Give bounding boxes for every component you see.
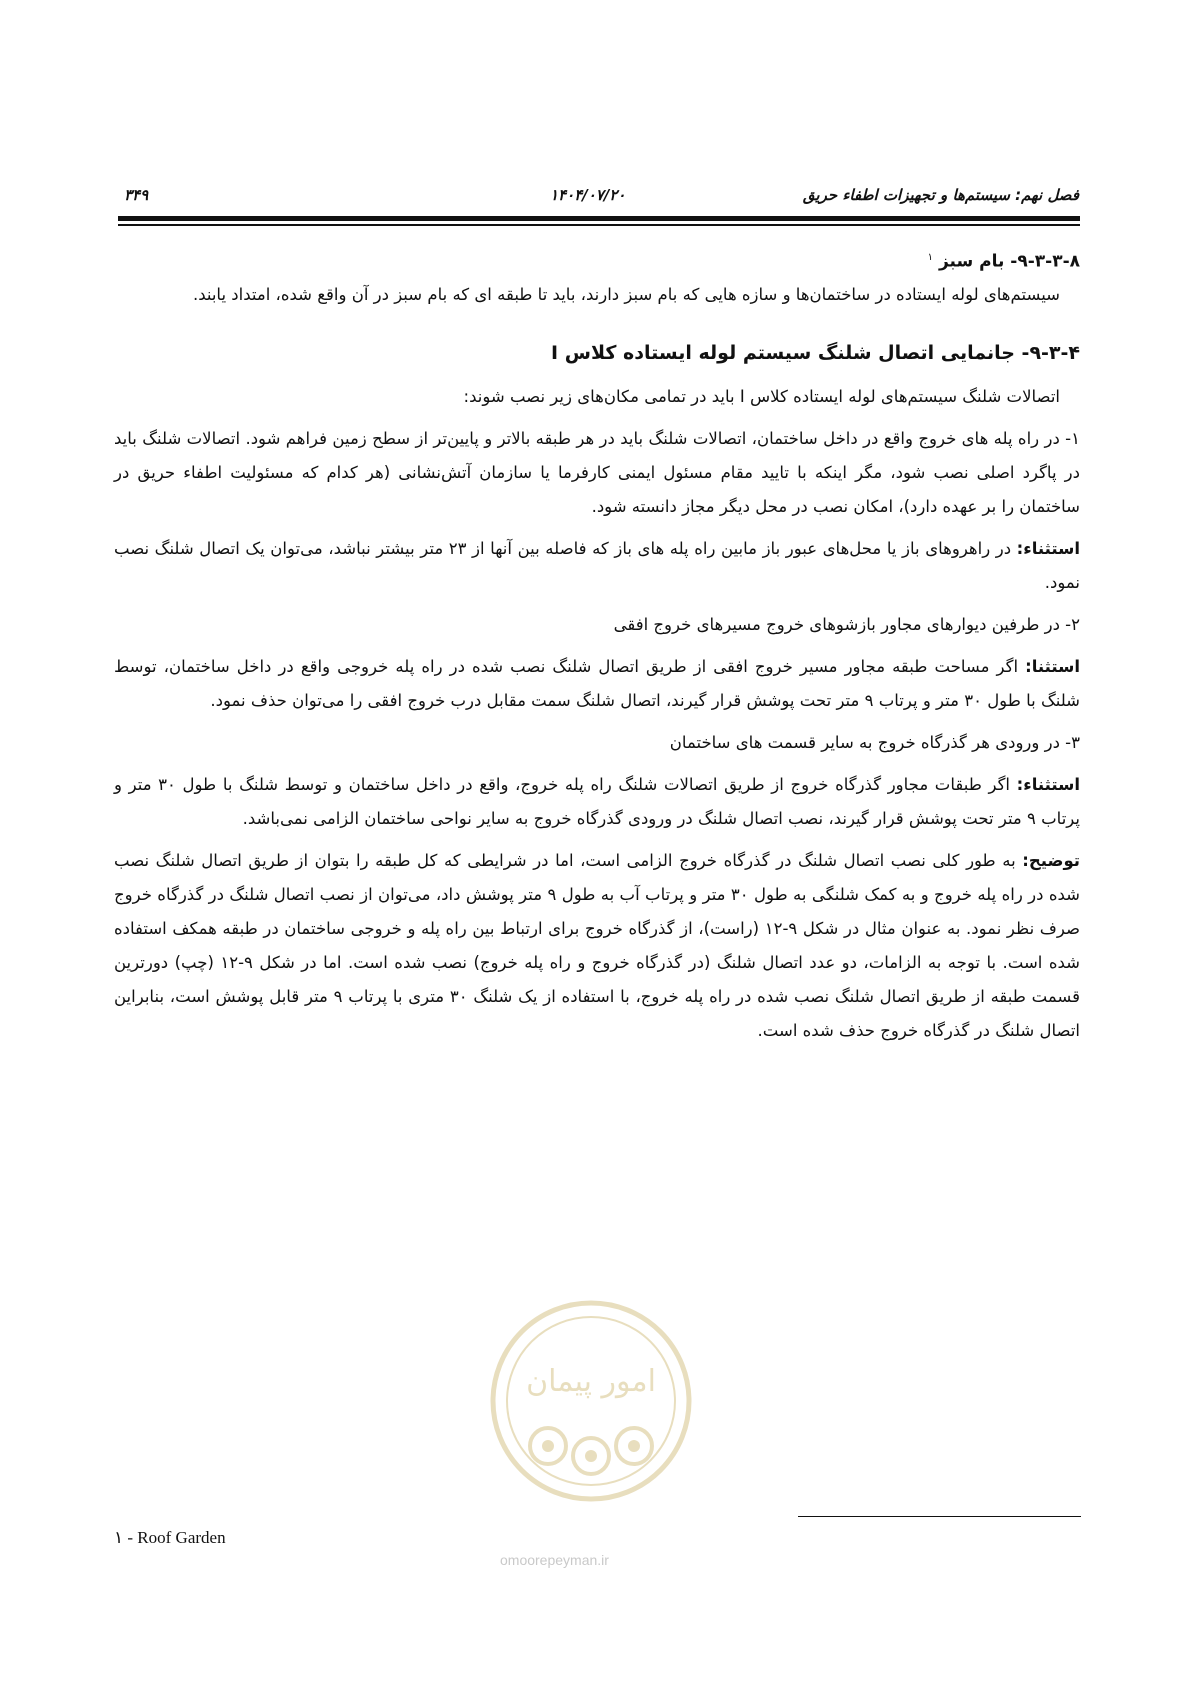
header-rule-thin — [118, 224, 1080, 226]
footnote: ۱ - Roof Garden — [114, 1528, 226, 1547]
page-number: ۳۴۹ — [124, 186, 149, 204]
watermark-logo-text: امور پیمان — [526, 1364, 656, 1399]
paragraph-green-roof: سیستم‌های لوله ایستاده در ساختمان‌ها و سازه هایی که بام سبز دارند، باید تا طبقه ای که بام سبز در آن واقع شده، امتداد یابند. — [192, 284, 1060, 304]
chapter-label: فصل نهم: — [1015, 186, 1079, 204]
paragraph-intro: اتصالات شلنگ سیستم‌های لوله ایستاده کلاس I باید در تمامی مکان‌های زیر نصب شوند: — [463, 386, 1060, 406]
list-item-2: ۲- در طرفین دیوارهای مجاور بازشوهای خروج مسیرهای خروج افقی — [613, 614, 1080, 634]
exception-3 — [114, 768, 1080, 836]
exception-text: در راهروهای باز یا محل‌های عبور باز مابین راه پله های باز که فاصله بین آنها از ۲۳ متر بیشتر نباشد، می‌توان یک اتصال شلنگ نصب نمود. — [114, 538, 1080, 592]
running-header-chapter — [803, 186, 1079, 214]
exception-label: استثناء: — [1016, 538, 1080, 558]
exception-2 — [114, 650, 1080, 718]
note-text: به طور کلی نصب اتصال شلنگ در گذرگاه خروج الزامی است، اما در شرایطی که کل طبقه را بتوان از طریق اتصال شلنگ نصب شده در راه پله خروج و به کمک شلنگی به طول ۳۰ متر و پرتاب آب به طول ۹ متر پوشش داد، می‌توان از نصب اتصال شلنگ در گذرگاه خروج صرف نظر نمود. به عنوان مثال در شکل ۹-۱۲ (راست)، از گذرگاه خروج برای ارتباط بین راه پله و خروجی ساختمان در طبقه همکف استفاده شده است. با توجه به الزامات، دو عدد اتصال شلنگ (در گذرگاه خروج و راه پله خروج) نصب شده است. اما در شکل ۹-۱۲ (چپ) دورترین قسمت طبقه از طریق اتصال شلنگ نصب شده در راه پله خروج، با استفاده از یک شلنگ ۳۰ متری با پرتاب ۹ متر قابل پوشش است، بنابراین اتصال شلنگ در گذرگاه خروج حذف شده است. — [114, 850, 1081, 1040]
running-header-date: ۱۴۰۴/۰۷/۲۰ — [550, 186, 626, 204]
exception-text: اگر طبقات مجاور گذرگاه خروج از طریق اتصالات شلنگ راه پله خروج، واقع در داخل ساختمان و توسط شلنگ با طول ۳۰ متر و پرتاب ۹ متر تحت پوشش قرار گیرند، نصب اتصال شلنگ در ورودی گذرگاه خروج به سایر نواحی ساختمان الزامی نمی‌باشد. — [114, 774, 1080, 828]
chapter-title: سیستم‌ها و تجهیزات اطفاء حریق — [802, 186, 1010, 204]
footnote-reference: ۱ — [927, 252, 934, 263]
exception-label: استثنا: — [1025, 656, 1080, 676]
explanation-note — [114, 844, 1080, 1048]
list-item-3: ۳- در ورودی هر گذرگاه خروج به سایر قسمت های ساختمان — [669, 732, 1080, 752]
watermark-url: omoorepeyman.ir — [500, 1552, 609, 1568]
page-body — [114, 246, 1080, 1056]
gear-scales-seal-icon — [486, 1296, 696, 1506]
section-title: ۹-۳-۳-۸- بام سبز — [938, 251, 1080, 272]
exception-label: استثناء: — [1016, 774, 1080, 794]
header-rule-thick — [118, 216, 1080, 221]
exception-1 — [114, 532, 1080, 600]
section-heading-green-roof — [114, 246, 1080, 274]
note-label: توضیح: — [1022, 850, 1080, 870]
list-item-1: ۱- در راه پله های خروج واقع در داخل ساختمان، اتصالات شلنگ باید در هر طبقه بالاتر و پایین‌تر از سطح زمین فراهم شود. اتصالات شلنگ باید در پاگرد اصلی نصب شود، مگر اینکه با تایید مقام مسئول ایمنی کارفرما یا سازمان آتش‌نشانی (هر کدام که مسئولیت اطفاء حریق در ساختمان را بر عهده دارد)، امکان نصب در محل دیگر مجاز دانسته شود. — [114, 428, 1080, 516]
section-heading-hose-connection: ۹-۳-۴- جانمایی اتصال شلنگ سیستم لوله ایستاده کلاس I — [551, 341, 1080, 364]
footnote-rule — [798, 1516, 1081, 1517]
exception-text: اگر مساحت طبقه مجاور مسیر خروج افقی از طریق اتصال شلنگ نصب شده در راه پله خروجی واقع در داخل ساختمان، توسط شلنگ با طول ۳۰ متر و پرتاب ۹ متر تحت پوشش قرار گیرند، اتصال شلنگ سمت مقابل درب خروج افقی را می‌توان حذف نمود. — [114, 656, 1080, 710]
